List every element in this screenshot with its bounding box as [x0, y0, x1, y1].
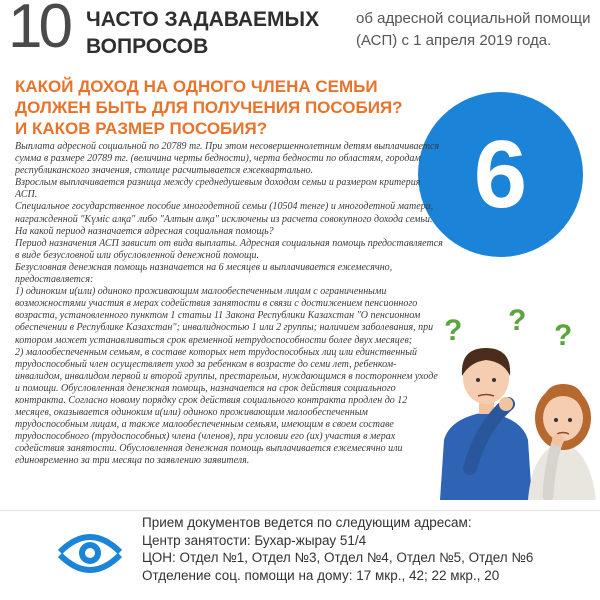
address-line: Отделение соц. помощи на дому: 17 мкр., 42; 22 мкр., 20 [142, 567, 500, 583]
question-mark-icon [444, 304, 572, 352]
answer-paragraph: Период назначения АСП зависит от вида выплаты. Адресная социальная помощь предоставляется в виде безусловной или обусловленной денежной помощи. [15, 237, 443, 261]
header-title-line1: ЧАСТО ЗАДАВАЕМЫХ [86, 8, 320, 31]
answer-paragraph: Взрослым выплачивается разница между среднедушевым доходом семьи и размером критерия АСП. [15, 177, 421, 201]
woman-figure [528, 384, 596, 500]
question-number: 6 [473, 120, 528, 228]
footer-divider [0, 510, 600, 511]
question-heading [15, 76, 455, 139]
answer-paragraph: Безусловная денежная помощь назначается на 6 месяцев и выплачивается ежемесячно, предоставляется: [15, 261, 393, 286]
question-line: И КАКОВ РАЗМЕР ПОСОБИЯ? [15, 119, 268, 138]
address-line: ЦОН: Отдел №1, Отдел №3, Отдел №4, Отдел №5, Отдел №6 [142, 550, 534, 565]
answer-body [15, 141, 443, 509]
answer-paragraph: На какой период назначается адресная социальная помощь? [15, 225, 274, 237]
answer-paragraph: Специальное государственное пособие многодетной семьи (10504 тенге) и многодетной матери, награжденной "Күміс алқа" либо "Алтын алқа" исключены из расчета совокупного дохода семьи. [15, 201, 434, 225]
header-number: 10 [8, 0, 69, 61]
man-figure [440, 348, 532, 500]
svg-text:?: ? [554, 319, 573, 352]
people-illustration [430, 300, 600, 500]
logo-icon [50, 517, 130, 587]
svg-text:?: ? [508, 304, 527, 337]
header-subtitle: об адресной социальной помощи (АСП) с 1 апреля 2019 года. [356, 10, 591, 49]
question-line: ДОЛЖЕН БЫТЬ ДЛЯ ПОЛУЧЕНИЯ ПОСОБИЯ? [15, 98, 403, 117]
answer-paragraph: 1) одиноким и(или) одиноко проживающим малообеспеченным лицам с ограниченными возможностями участия в мерах содействия занятости в связи с достижением пенсионного возраста, установленного пунктом 1 статьи 11 Закона Республики Казахстан "О пенсионном обеспечении в Республике Казахстан"; инвалидностью 1 или 2 группы; наличием заболевания, при котором может устанавливаться срок временной нетрудоспособности более двух месяцев; [15, 286, 434, 346]
header-title-line2: ВОПРОСОВ [86, 35, 209, 58]
answer-paragraph: 2) малообеспеченным семьям, в составе которых нет трудоспособных лиц или единственный трудоспособный член осуществляет уход за ребенком в возрасте до семи лет, ребенком-инвалидом, инвалидом первой и второй группы, престарелым, нуждающимся в постороннем уходе и помощи. Обусловленная денежная помощь, назначается на срок действия социального контракта. Согласно новому порядку срок действия социального контракта продлен до 12 месяцев, оказывается одиноким и(или) одиноко проживающим малообеспеченным трудоспособным лицам, а также малообеспеченным семьям, имеющим в своем составе трудоспособного (трудоспособных) члена (членов), при условии его (их) участия в мерах содействия занятости. Обусловленная денежная помощь выплачивается ежемесячно или единовременно за три месяца по заявлению заявителя. [15, 346, 438, 467]
addresses-block [142, 514, 597, 584]
answer-paragraph: Выплата адресной социальной по 20789 тг. При этом несовершеннолетним детям выплачивается сумма в размере 20789 тг. (величина черты бедности), черта бедности по областям, городам республиканского значения, столице расчитывается ежеквартально. [15, 141, 440, 177]
svg-text:?: ? [444, 314, 463, 347]
question-line: КАКОЙ ДОХОД НА ОДНОГО ЧЛЕНА СЕМЬИ [15, 77, 378, 96]
addresses-heading: Прием документов ведется по следующим адресам: [142, 515, 472, 530]
address-line: Центр занятости: Бухар-жырау 51/4 [142, 532, 367, 548]
